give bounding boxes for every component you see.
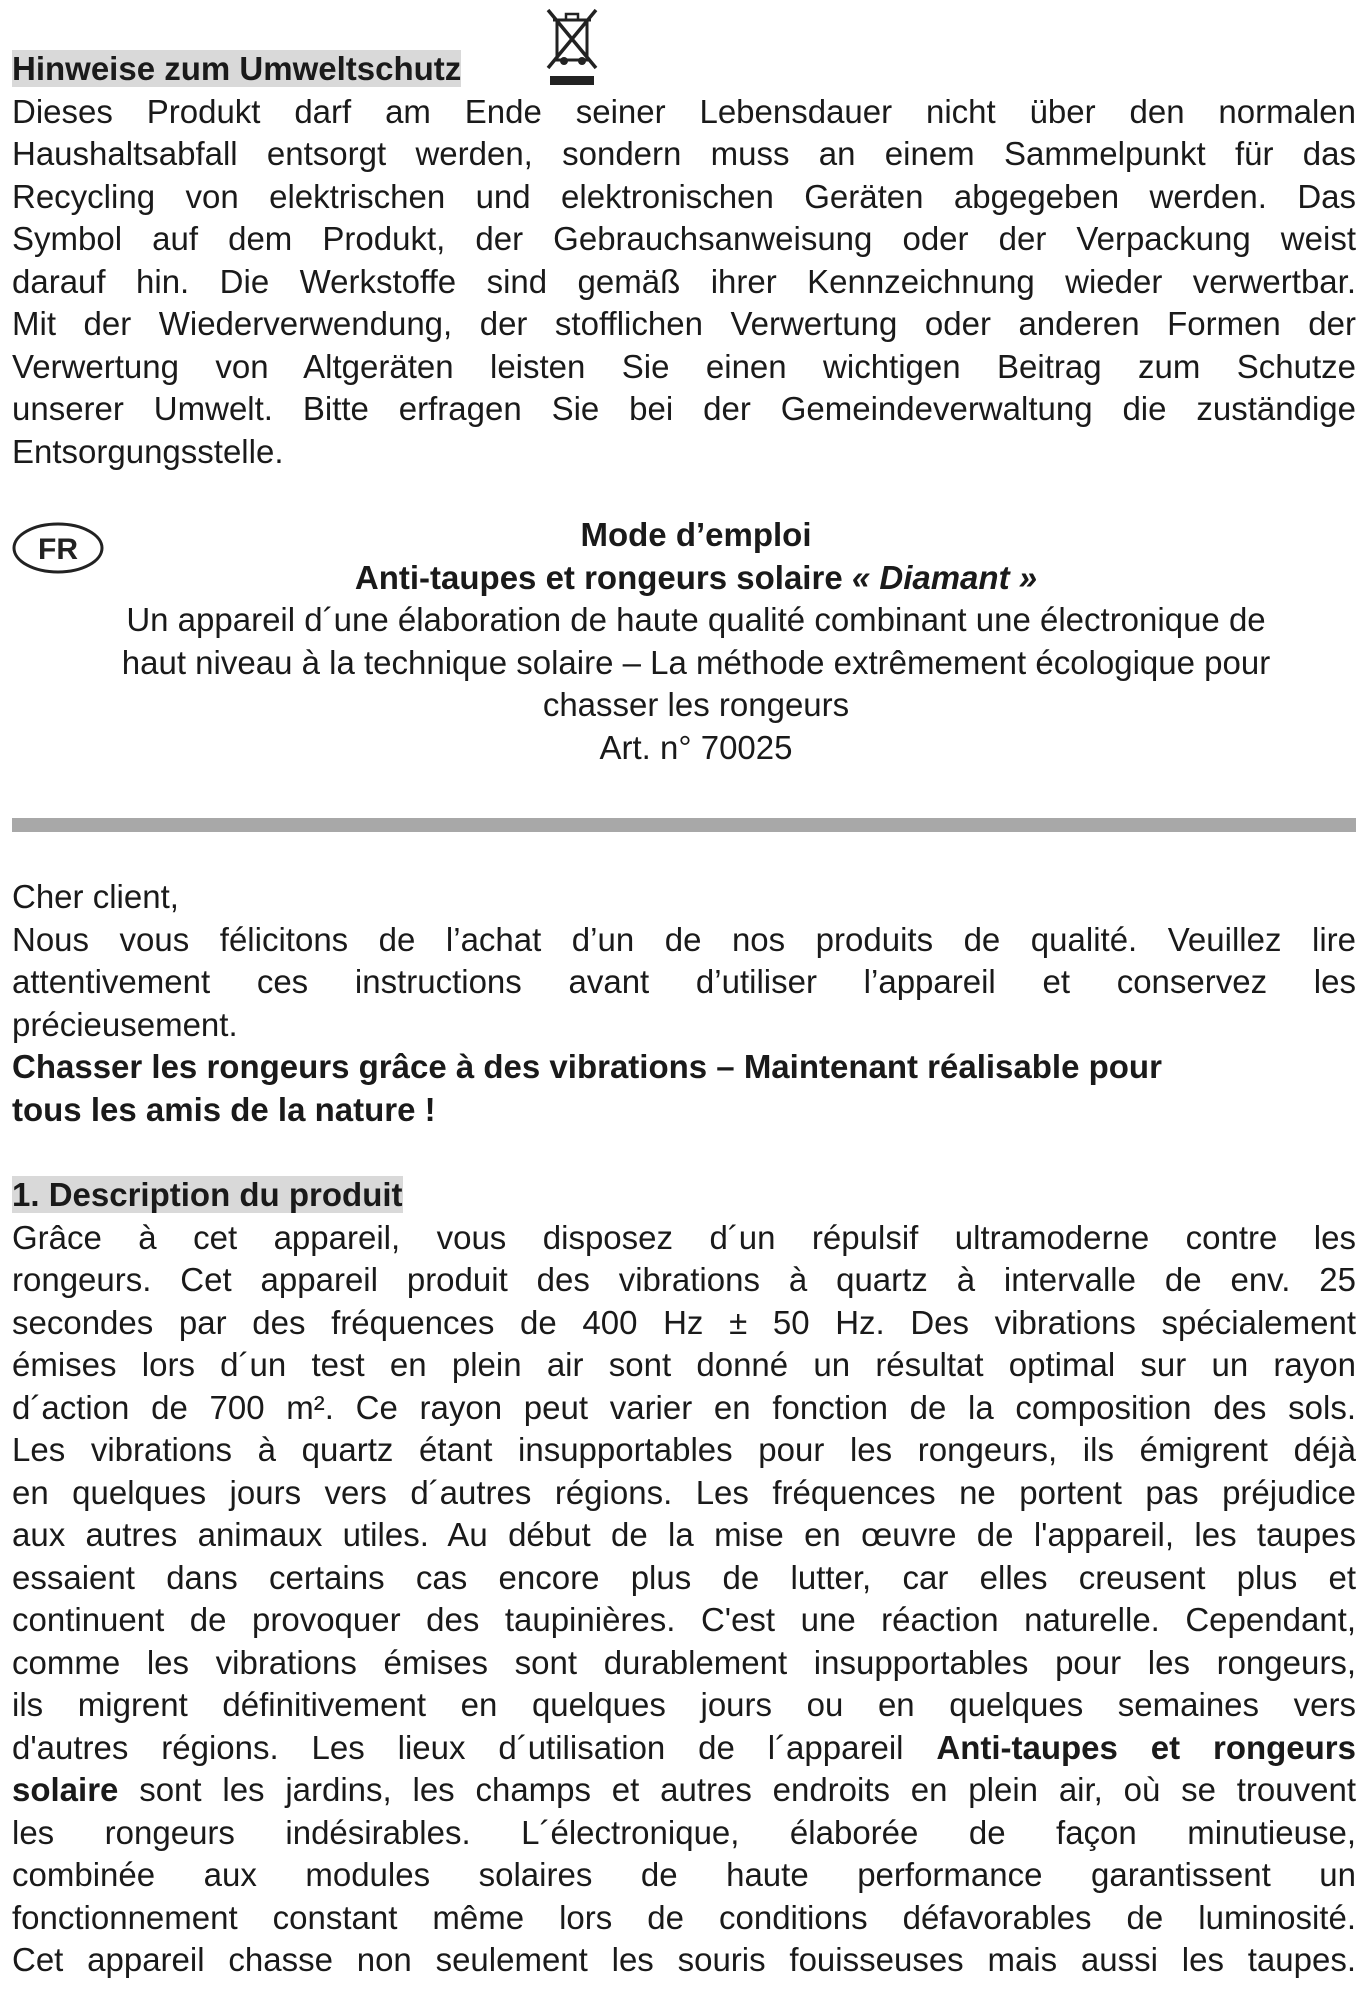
environment-line: darauf hin. Die Werkstoffe sind gemäß ihrer Kennzeichnung wieder verwertbar.: [12, 262, 1356, 300]
description-line: essaient dans certains cas encore plus de lutter, car elles creusent plus et: [12, 1558, 1356, 1596]
section-divider: [12, 818, 1356, 832]
environment-line: Verwertung von Altgeräten leisten Sie einen wichtigen Beitrag zum Schutze: [12, 347, 1356, 385]
fr-badge-label: FR: [38, 533, 78, 566]
description-line: Les vibrations à quartz étant insupportables pour les rongeurs, ils émigrent déjà: [12, 1431, 1356, 1468]
fr-title: Mode d’emploi: [580, 516, 812, 553]
description-product-name: solaire: [12, 1771, 119, 1808]
fr-intro-line: Un appareil d´une élaboration de haute qualité combinant une électronique de: [126, 601, 1266, 638]
fr-subtitle-name: « Diamant »: [851, 558, 1038, 596]
greeting-salutation: Cher client,: [12, 878, 179, 915]
description-heading: 1. Description du produit: [12, 1176, 403, 1213]
environment-heading: Hinweise zum Umweltschutz: [12, 50, 462, 87]
greeting-line: précieusement.: [12, 1005, 238, 1043]
fr-article-number: Art. n° 70025: [599, 728, 793, 766]
description-line: ils migrent définitivement en quelques jours ou en quelques semaines vers: [12, 1686, 1356, 1723]
fr-subtitle: [12, 557, 1356, 600]
fr-intro-line: haut niveau à la technique solaire – La méthode extrêmement écologique pour: [121, 643, 1271, 681]
description-line: combinée aux modules solaires de haute performance garantissent un: [12, 1856, 1356, 1893]
description-line: aux autres animaux utiles. Au début de la mise en œuvre de l'appareil, les taupes: [12, 1516, 1356, 1553]
environment-line: Mit der Wiederverwendung, der stofflichen Verwertung oder anderen Formen der: [12, 305, 1356, 342]
greeting-line: attentivement ces instructions avant d’utiliser l’appareil et conservez les: [12, 963, 1356, 1000]
description-line: en quelques jours vers d´autres régions. Les fréquences ne portent pas préjudice: [12, 1473, 1356, 1511]
environment-line: Haushaltsabfall entsorgt werden, sondern muss an einem Sammelpunkt für das: [12, 135, 1356, 172]
fr-subtitle-product: Anti-taupes et rongeurs solaire: [354, 558, 843, 596]
description-line: rongeurs. Cet appareil produit des vibrations à quartz à intervalle de env. 25: [12, 1261, 1356, 1298]
environment-line: unserer Umwelt. Bitte erfragen Sie bei der Gemeindeverwaltung die zuständige: [12, 390, 1356, 427]
description-line: comme les vibrations émises sont durablement insupportables pour les rongeurs,: [12, 1643, 1356, 1681]
description-line: Grâce à cet appareil, vous disposez d´un répulsif ultramoderne contre les: [12, 1218, 1356, 1256]
fr-intro-line: chasser les rongeurs: [542, 686, 850, 723]
greeting-section: [12, 876, 1356, 1131]
greeting-bold-line: tous les amis de la nature !: [12, 1090, 436, 1128]
greeting-line: Nous vous félicitons de l’achat d’un de nos produits de qualité. Veuillez lire: [12, 920, 1356, 958]
description-text: d'autres régions. Les lieux d´utilisation de l´appareil: [12, 1728, 904, 1766]
greeting-bold-line: Chasser les rongeurs grâce à des vibrations – Maintenant réalisable pour: [12, 1048, 1162, 1085]
environment-line: Recycling von elektrischen und elektronischen Geräten abgegeben werden. Das: [12, 177, 1356, 215]
description-line-mixed: [12, 1727, 1356, 1770]
description-line: d´action de 700 m². Ce rayon peut varier en fonction de la composition des sols.: [12, 1388, 1356, 1426]
description-line-mixed: [12, 1769, 1356, 1812]
environment-line: Entsorgungsstelle.: [12, 432, 284, 470]
environment-line: Dieses Produkt darf am Ende seiner Lebensdauer nicht über den normalen: [12, 92, 1356, 130]
environment-line: Symbol auf dem Produkt, der Gebrauchsanweisung oder der Verpackung weist: [12, 220, 1356, 257]
description-line: Cet appareil chasse non seulement les souris fouisseuses mais aussi les taupes.: [12, 1941, 1356, 1978]
description-product-name: Anti-taupes et rongeurs: [936, 1728, 1356, 1766]
environment-section: [12, 48, 1356, 473]
description-line: secondes par des fréquences de 400 Hz ± 50 Hz. Des vibrations spécialement: [12, 1303, 1356, 1341]
description-text: sont les jardins, les champs et autres endroits en plein air, où se trouvent: [118, 1771, 1356, 1808]
fr-title-section: [12, 514, 1356, 769]
description-line: fonctionnement constant même lors de conditions défavorables de luminosité.: [12, 1898, 1356, 1936]
description-line: les rongeurs indésirables. L´électronique, élaborée de façon minutieuse,: [12, 1813, 1356, 1851]
description-section: [12, 1174, 1356, 1982]
description-line: émises lors d´un test en plein air sont donné un résultat optimal sur un rayon: [12, 1346, 1356, 1383]
description-line: continuent de provoquer des taupinières. C'est une réaction naturelle. Cependant,: [12, 1601, 1356, 1638]
